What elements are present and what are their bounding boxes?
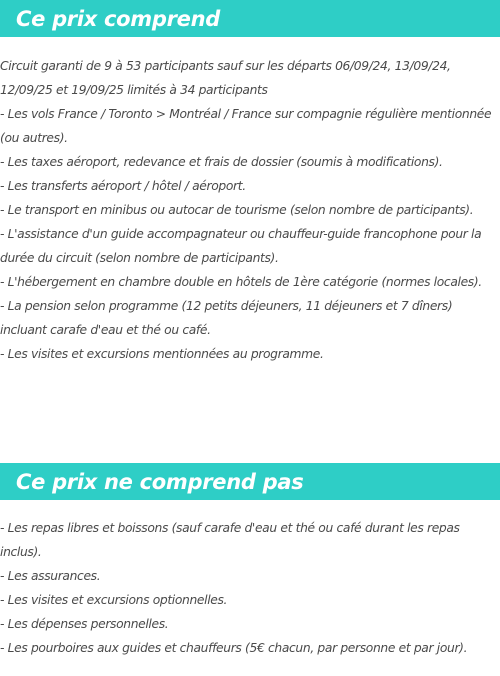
list-item: - Les taxes aéroport, redevance et frais de dossier (soumis à modifications).	[0, 155, 443, 169]
excluded-section-title: Ce prix ne comprend pas	[16, 469, 304, 494]
list-item: - La pension selon programme (12 petits déjeuners, 11 déjeuners et 7 dîners) incluant carafe d'eau et thé ou café.	[0, 299, 453, 337]
list-item: - Les vols France / Toronto > Montréal / France sur compagnie régulière mentionnée (ou autres).	[0, 107, 492, 145]
list-item: - Les dépenses personnelles.	[0, 617, 169, 631]
included-section-title: Ce prix comprend	[16, 6, 220, 31]
list-item: - Les repas libres et boissons (sauf carafe d'eau et thé ou café durant les repas inclus).	[0, 521, 460, 559]
excluded-list	[0, 516, 500, 660]
list-item: - Les visites et excursions optionnelles.	[0, 593, 228, 607]
list-item: - Les pourboires aux guides et chauffeurs (5€ chacun, par personne et par jour).	[0, 641, 468, 655]
list-item: - L'assistance d'un guide accompagnateur ou chauffeur-guide francophone pour la durée du circuit (selon nombre de participants).	[0, 227, 482, 265]
excluded-section-header	[0, 463, 500, 500]
list-item: - Le transport en minibus ou autocar de tourisme (selon nombre de participants).	[0, 203, 474, 217]
included-section-header	[0, 0, 500, 37]
list-item: Circuit garanti de 9 à 53 participants sauf sur les départs 06/09/24, 13/09/24, 12/09/25 et 19/09/25 limités à 34 participants	[0, 59, 451, 97]
list-item: - Les visites et excursions mentionnées au programme.	[0, 347, 324, 361]
list-item: - Les assurances.	[0, 569, 101, 583]
list-item: - Les transferts aéroport / hôtel / aéroport.	[0, 179, 246, 193]
included-list	[0, 54, 500, 366]
list-item: - L'hébergement en chambre double en hôtels de 1ère catégorie (normes locales).	[0, 275, 482, 289]
